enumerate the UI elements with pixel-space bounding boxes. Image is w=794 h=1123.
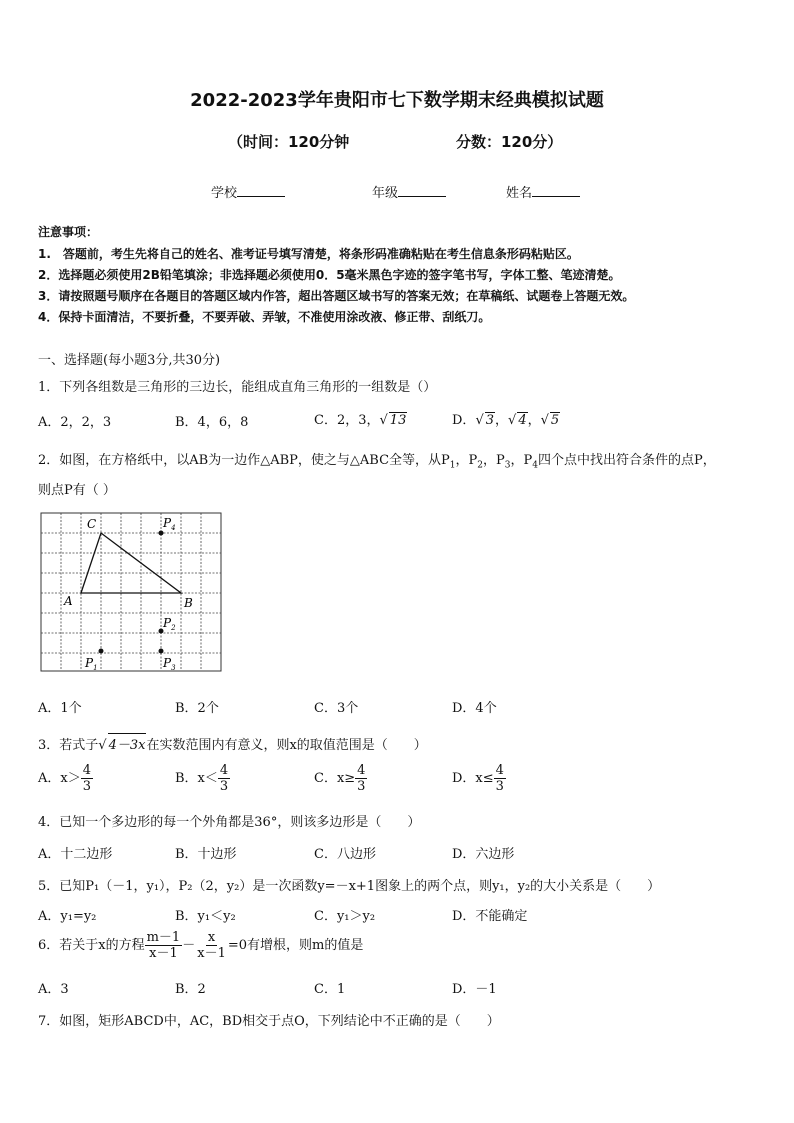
q4-option-a: A．十二边形 bbox=[38, 847, 113, 862]
question-1-stem: 1．下列各组数是三角形的三边长，能组成直角三角形的一组数是（） bbox=[38, 380, 437, 395]
note-item: 3．请按照题号顺序在各题目的答题区域内作答，超出答题区域书写的答案无效；在草稿纸、试题卷上答题无效。 bbox=[38, 289, 635, 303]
point-p4 bbox=[159, 531, 164, 536]
q6-option-b: B．2 bbox=[175, 982, 206, 997]
q4-option-d: D．六边形 bbox=[452, 847, 515, 862]
question-3-stem: 3．若式子√ 4－3x在实数范围内有意义，则x的取值范围是（ ） bbox=[38, 733, 427, 753]
label-a: A bbox=[64, 594, 73, 608]
question-2-line2: 则点P有（ ） bbox=[38, 483, 116, 498]
section-heading: 一、选择题(每小题3分,共30分) bbox=[38, 353, 221, 368]
q2-option-c: C．3个 bbox=[314, 701, 359, 716]
note-item: 2．选择题必须使用2B铅笔填涂；非选择题必须使用0．5毫米黑色字迹的签字笔书写，字体工整、笔迹清楚。 bbox=[38, 268, 621, 282]
note-item: 4．保持卡面清洁，不要折叠，不要弄破、弄皱，不准使用涂改液、修正带、刮纸刀。 bbox=[38, 310, 491, 324]
school-field bbox=[211, 182, 285, 201]
label-p2: $P_2$ bbox=[163, 616, 176, 632]
notes-heading: 注意事项： bbox=[38, 225, 99, 239]
q5-option-b: B．y₁＜y₂ bbox=[175, 909, 236, 924]
question-6-stem: 6．若关于x的方程 $\frac{m-1}{x-1}$ － $\frac{x}{x-1}$ =0有增根，则m的值是 bbox=[38, 930, 364, 961]
question-5-stem: 5．已知P₁（－1，y₁），P₂（2，y₂）是一次函数y=－x+1图象上的两个点，则y₁，y₂的大小关系是（ ） bbox=[38, 879, 661, 894]
triangle-abc bbox=[81, 533, 181, 593]
time-label: （时间：120分钟 bbox=[228, 133, 350, 151]
grade-label: 年级 bbox=[372, 186, 399, 201]
school-label: 学校 bbox=[211, 186, 238, 201]
question-7-stem: 7．如图，矩形ABCD中，AC，BD相交于点O，下列结论中不正确的是（ ） bbox=[38, 1014, 500, 1029]
q2-option-a: A．1个 bbox=[38, 701, 82, 716]
grade-blank bbox=[398, 184, 446, 197]
q3-option-b: B．x＜ $\frac{4}{3}$ bbox=[175, 763, 229, 794]
q1-option-c: C．2，3，√ 13 bbox=[314, 413, 407, 428]
note-item: 1. 答题前，考生先将自己的姓名、准考证号填写清楚，将条形码准确粘贴在考生信息条形码粘贴区。 bbox=[38, 247, 579, 261]
q1-option-d: D．√ 3，√ 4，√ 5 bbox=[452, 413, 560, 428]
q4-option-b: B．十边形 bbox=[175, 847, 237, 862]
q6-option-d: D．－1 bbox=[452, 982, 497, 997]
page-title: 2022-2023学年贵阳市七下数学期末经典模拟试题 bbox=[190, 90, 604, 111]
score-label: 分数：120分） bbox=[456, 133, 563, 151]
name-blank bbox=[532, 184, 580, 197]
name-field bbox=[506, 182, 580, 201]
label-b: B bbox=[184, 596, 193, 610]
question-4-stem: 4．已知一个多边形的每一个外角都是36°，则该多边形是（ ） bbox=[38, 815, 421, 830]
q3-option-c: C．x≥ $\frac{4}{3}$ bbox=[314, 763, 366, 794]
q2-option-b: B．2个 bbox=[175, 701, 219, 716]
name-label: 姓名 bbox=[506, 186, 533, 201]
q6-option-c: C．1 bbox=[314, 982, 346, 997]
q3-option-a: A．x＞ $\frac{4}{3}$ bbox=[38, 763, 92, 794]
label-p4: $P_4$ bbox=[163, 516, 176, 532]
grid-lines bbox=[41, 513, 221, 671]
grade-field bbox=[372, 182, 446, 201]
q5-option-d: D．不能确定 bbox=[452, 909, 528, 924]
q1-option-a: A．2，2，3 bbox=[38, 415, 112, 430]
q6-option-a: A．3 bbox=[38, 982, 69, 997]
q3-option-d: D．x≤ $\frac{4}{3}$ bbox=[452, 763, 504, 794]
question-2-stem: 2．如图，在方格纸中，以AB为一边作△ABP，使之与△ABC全等，从$P_1$，$P_2$，$P_3$，$P_4$四个点中找出符合条件的点P， bbox=[38, 453, 716, 471]
school-blank bbox=[237, 184, 285, 197]
q2-option-d: D．4个 bbox=[452, 701, 497, 716]
grid-border bbox=[41, 513, 221, 671]
point-p1 bbox=[99, 649, 104, 654]
q1-option-b: B．4，6，8 bbox=[175, 415, 249, 430]
q4-option-c: C．八边形 bbox=[314, 847, 376, 862]
grid-figure bbox=[38, 510, 224, 676]
q5-option-a: A．y₁=y₂ bbox=[38, 909, 97, 924]
label-c: C bbox=[87, 517, 97, 531]
q5-option-c: C．y₁＞y₂ bbox=[314, 909, 376, 924]
point-p3 bbox=[159, 649, 164, 654]
label-p1: $P_1$ bbox=[85, 656, 98, 672]
label-p3: $P_3$ bbox=[163, 656, 176, 672]
